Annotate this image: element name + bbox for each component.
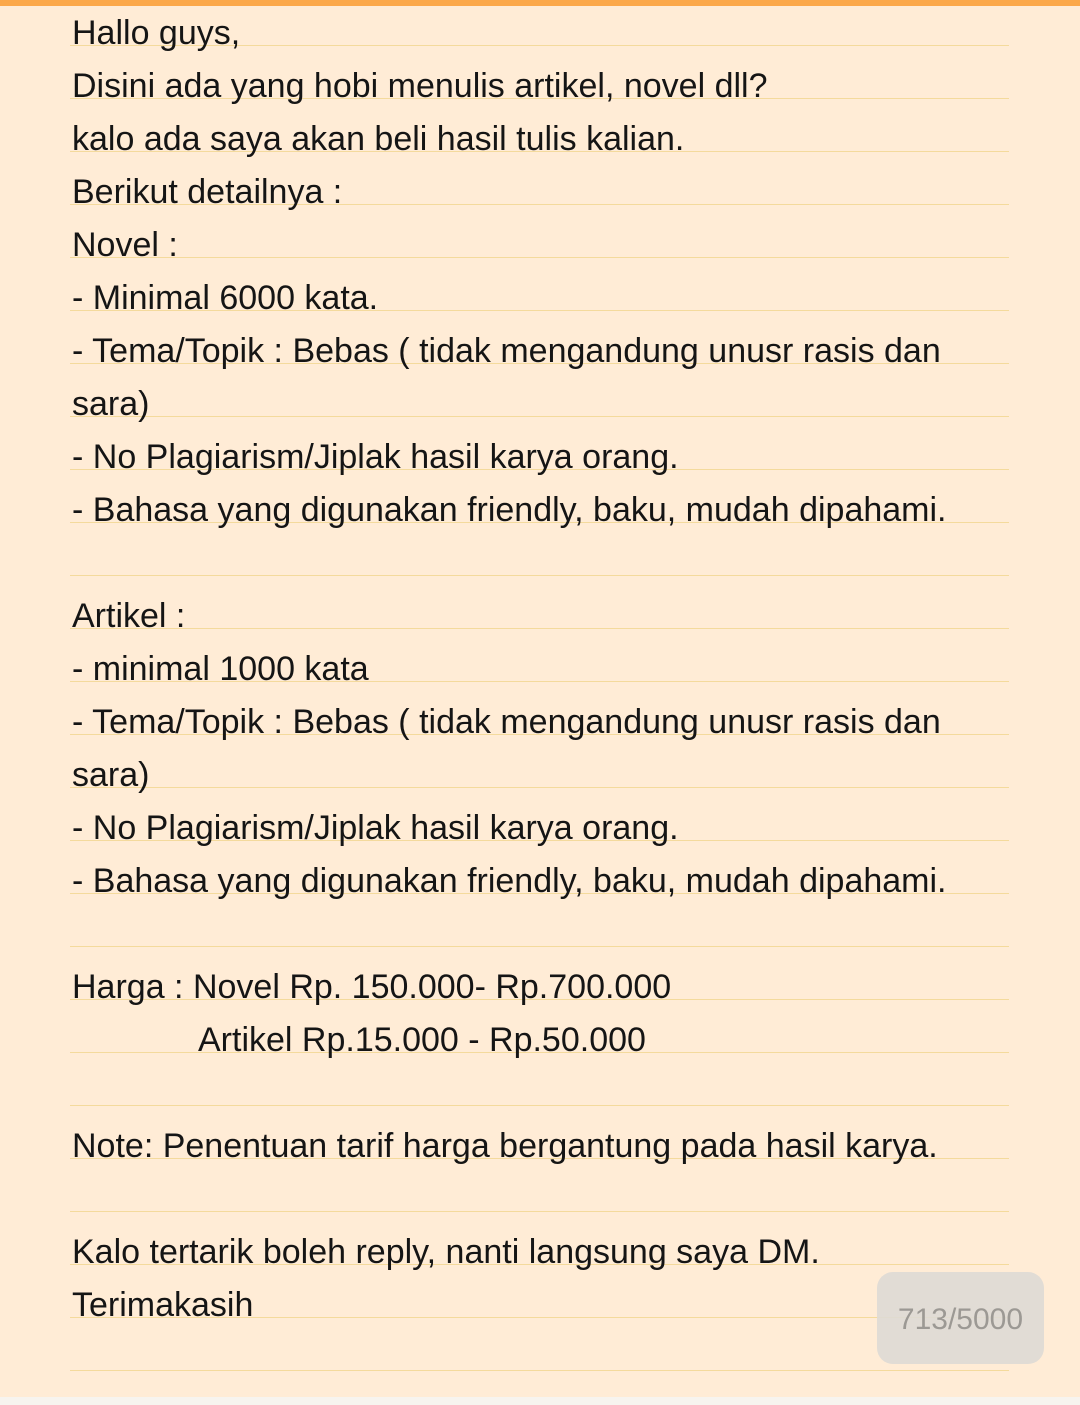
note-line-artikel-plagiarism: - No Plagiarism/Jiplak hasil karya orang. [72, 809, 679, 847]
note-line-artikel-language: - Bahasa yang digunakan friendly, baku, mudah dipahami. [72, 862, 947, 900]
note-line-details-heading: Berikut detailnya : [72, 173, 343, 211]
note-line-intent: kalo ada saya akan beli hasil tulis kalian. [72, 120, 685, 158]
note-line-price-novel: Harga : Novel Rp. 150.000- Rp.700.000 [72, 968, 672, 1006]
ruled-line [70, 1211, 1009, 1212]
ruled-line [70, 1105, 1009, 1106]
note-line-novel-min-words: - Minimal 6000 kata. [72, 279, 379, 317]
ruled-line [70, 575, 1009, 576]
ruled-line [70, 946, 1009, 947]
ruled-line [70, 257, 1009, 258]
ruled-line [70, 416, 1009, 417]
note-line-novel-plagiarism: - No Plagiarism/Jiplak hasil karya orang. [72, 438, 679, 476]
ruled-line [70, 1370, 1009, 1371]
note-line-greeting: Hallo guys, [72, 14, 241, 52]
note-line-artikel-min-words: - minimal 1000 kata [72, 650, 369, 688]
note-line-price-artikel: Artikel Rp.15.000 - Rp.50.000 [198, 1021, 646, 1059]
note-line-question: Disini ada yang hobi menulis artikel, novel dll? [72, 67, 768, 105]
note-line-pricing-note: Note: Penentuan tarif harga bergantung pada hasil karya. [72, 1127, 938, 1165]
character-counter: 713/5000 [877, 1272, 1044, 1364]
note-line-reply-invite: Kalo tertarik boleh reply, nanti langsung saya DM. [72, 1233, 820, 1271]
note-line-artikel-theme-cont: sara) [72, 756, 150, 794]
note-line-artikel-theme: - Tema/Topik : Bebas ( tidak mengandung unusr rasis dan [72, 703, 941, 741]
ruled-line [70, 787, 1009, 788]
note-line-novel-heading: Novel : [72, 226, 178, 264]
bottom-edge [0, 1397, 1080, 1405]
note-line-novel-theme: - Tema/Topik : Bebas ( tidak mengandung unusr rasis dan [72, 332, 941, 370]
ruled-line [70, 628, 1009, 629]
note-line-artikel-heading: Artikel : [72, 597, 186, 635]
note-line-novel-theme-cont: sara) [72, 385, 150, 423]
note-line-novel-language: - Bahasa yang digunakan friendly, baku, mudah dipahami. [72, 491, 947, 529]
note-line-thanks: Terimakasih [72, 1286, 254, 1324]
